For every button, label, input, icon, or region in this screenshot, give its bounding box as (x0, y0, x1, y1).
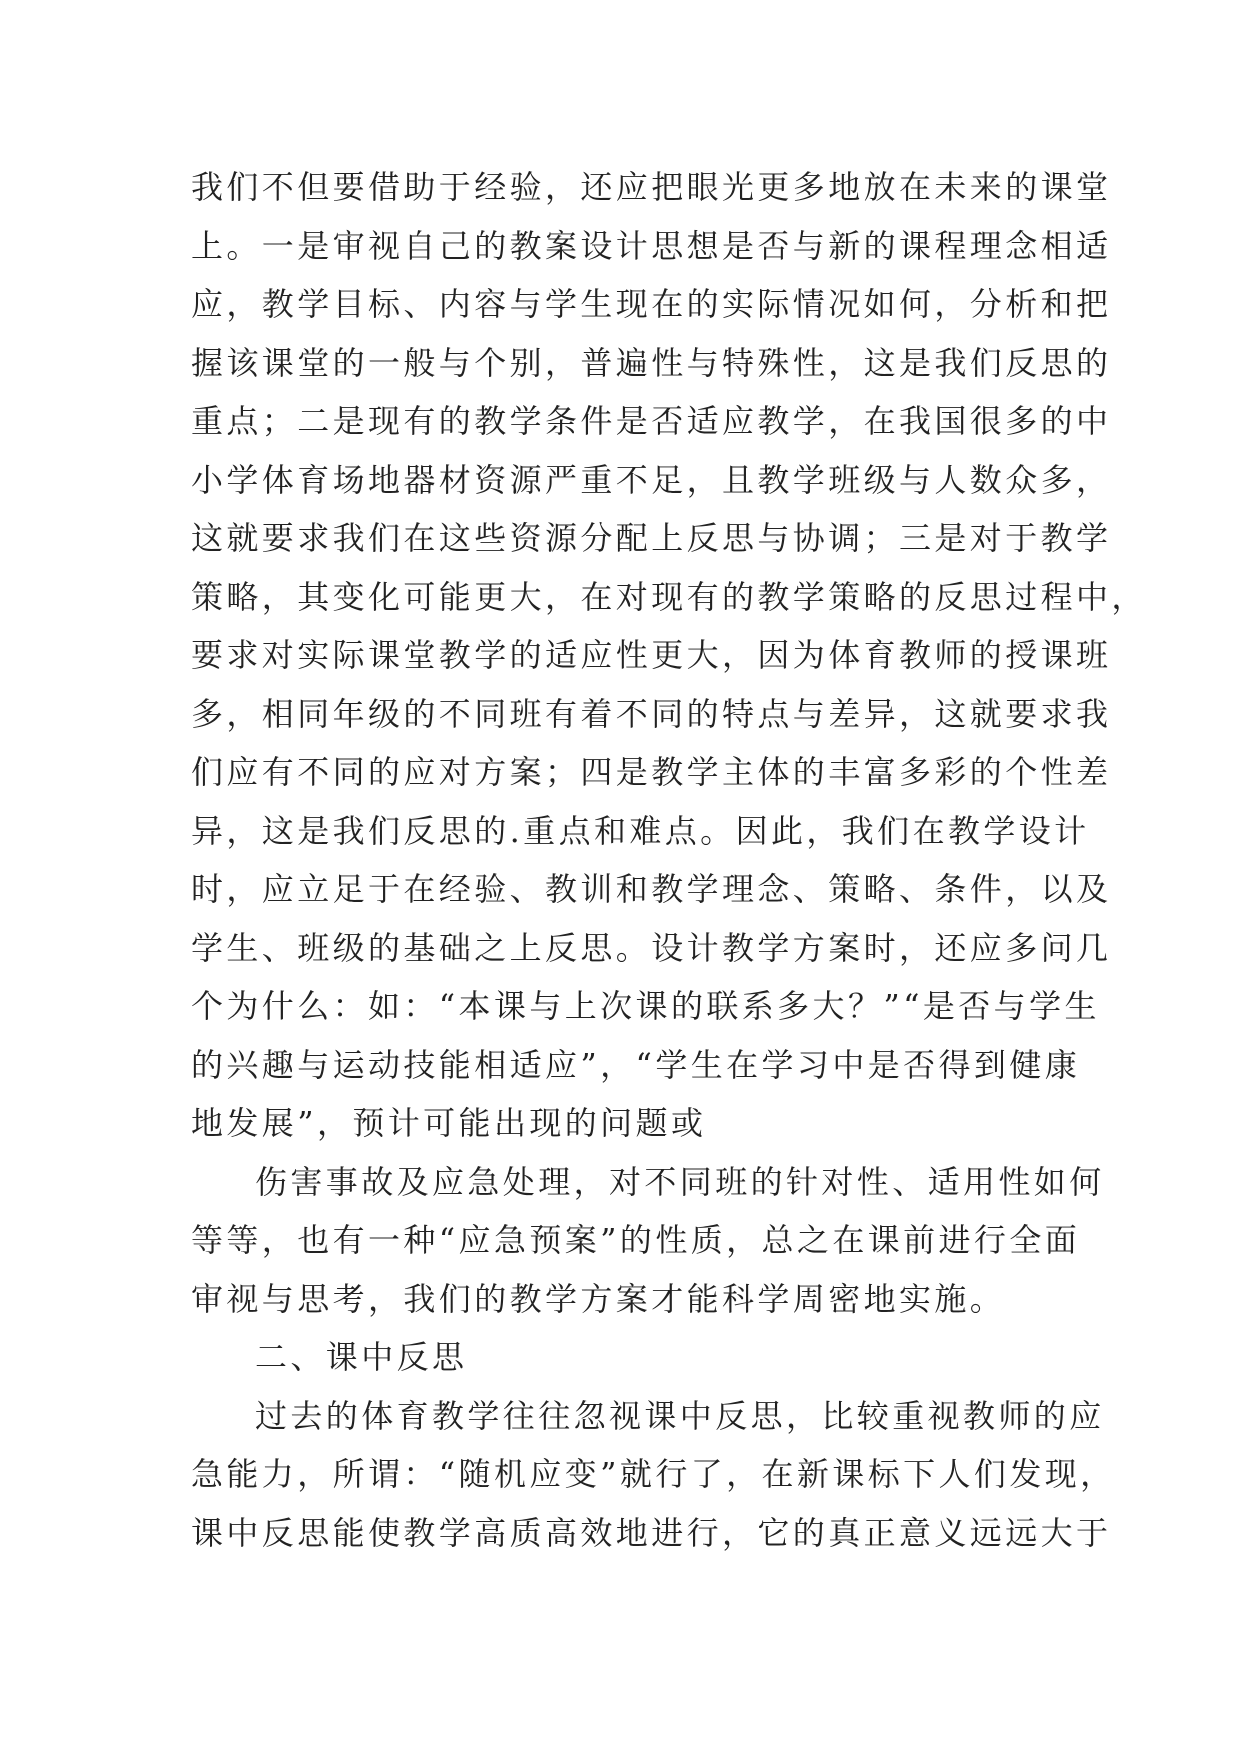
paragraph-start-line: 伤害事故及应急处理，对不同班的针对性、适用性如何 (255, 1162, 1105, 1201)
text-line: 学生、班级的基础之上反思。设计教学方案时，还应多问几 (191, 928, 1112, 967)
text-line: 我们不但要借助于经验，还应把眼光更多地放在未来的课堂 (191, 168, 1112, 206)
text-line: 课中反思能使教学高质高效地进行，它的真正意义远远大于 (191, 1513, 1112, 1552)
text-line: 地发展”，预计可能出现的问题或 (191, 1104, 707, 1142)
text-line: 上。一是审视自己的教案设计思想是否与新的课程理念相适 (191, 226, 1112, 265)
paragraph-start-line: 过去的体育教学往往忽视课中反思，比较重视教师的应 (255, 1396, 1105, 1435)
text-line: 时，应立足于在经验、教训和教学理念、策略、条件，以及 (191, 870, 1112, 908)
text-line: 要求对实际课堂教学的适应性更大，因为体育教师的授课班 (191, 636, 1112, 674)
text-line: 小学体育场地器材资源严重不足，且教学班级与人数众多， (191, 460, 1112, 499)
text-line: 个为什么：如：“本课与上次课的联系多大？”“是否与学生 (191, 987, 1100, 1025)
text-line: 异，这是我们反思的.重点和难点。因此，我们在教学设计 (191, 811, 1090, 850)
text-line: 审视与思考，我们的教学方案才能科学周密地实施。 (191, 1279, 1006, 1318)
body-text (191, 158, 1147, 1562)
text-line: 多，相同年级的不同班有着不同的特点与差异，这就要求我 (191, 694, 1112, 733)
text-line: 握该课堂的一般与个别，普遍性与特殊性，这是我们反思的 (191, 343, 1112, 382)
text-line: 重点；二是现有的教学条件是否适应教学，在我国很多的中 (191, 402, 1112, 440)
text-line: 的兴趣与运动技能相适应”，“学生在学习中是否得到健康 (191, 1045, 1081, 1084)
text-line: 急能力，所谓：“随机应变”就行了，在新课标下人们发现， (191, 1455, 1116, 1493)
text-line: 们应有不同的应对方案；四是教学主体的丰富多彩的个性差 (191, 753, 1112, 791)
text-line: 等等，也有一种“应急预案”的性质，总之在课前进行全面 (191, 1221, 1081, 1259)
section-heading: 二、课中反思 (255, 1338, 468, 1376)
text-line: 应，教学目标、内容与学生现在的实际情况如何，分析和把 (191, 285, 1112, 323)
text-line: 策略，其变化可能更大，在对现有的教学策略的反思过程中， (191, 577, 1147, 616)
text-line: 这就要求我们在这些资源分配上反思与协调；三是对于教学 (191, 519, 1112, 557)
